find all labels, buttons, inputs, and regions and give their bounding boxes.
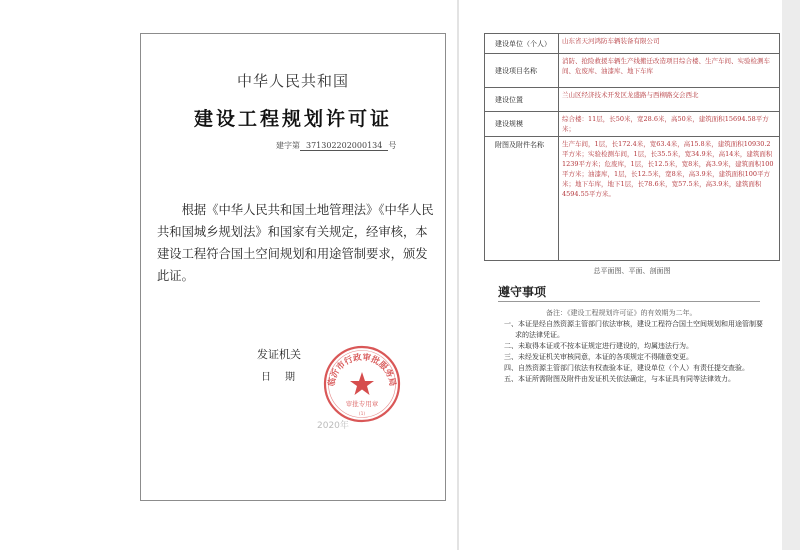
seal-star-icon	[350, 372, 374, 395]
appendix-note: 总平面图、平面、剖面图	[593, 267, 671, 275]
rules-list	[504, 308, 766, 385]
date-value: 2020年	[317, 421, 349, 431]
table-row	[485, 137, 780, 261]
row-value: 山东省天河鸿防车辆装备有限公司	[559, 34, 780, 54]
cert-number: 371302202000134	[300, 141, 388, 151]
page-edge	[782, 0, 800, 550]
seal-small-text: (1)	[358, 412, 366, 417]
country-name: 中华人民共和国	[236, 72, 349, 90]
table-row	[485, 34, 780, 54]
certificate-statement: 根据《中华人民共和国土地管理法》《中华人民共和国城乡规划法》和国家有关规定，经审核，本建设工程符合国土空间规划和用途管制要求，颁发此证。	[157, 203, 434, 283]
certificate-number-line	[276, 140, 396, 151]
seal-ring-text: 临沂市行政审批服务局	[326, 352, 398, 388]
rule-item: 三、未经发证机关审核同意，本证的各项规定不得随意变更。	[504, 353, 693, 361]
table-row	[485, 88, 780, 112]
row-value: 兰山区经济技术开发区龙盛路与西柳路交会西北	[559, 88, 780, 112]
cert-prefix: 建字第	[276, 141, 300, 150]
row-value: 消防、抢险救援车辆生产线搬迁改造项目综合楼、生产车间、实验检测车间、危废库、油漆库、地下车库	[559, 54, 780, 88]
row-key: 建设单位（个人）	[485, 34, 559, 54]
rule-item: 四、自然资源主管部门依法有权查验本证，建设单位（个人）有责任提交查验。	[504, 364, 749, 372]
date-label: 日期	[261, 372, 309, 383]
rules-note: 备注：《建设工程规划许可证》的有效期为二年。	[546, 309, 697, 317]
table-row	[485, 112, 780, 137]
certificate-detail-page	[484, 33, 780, 485]
table-row	[485, 54, 780, 88]
row-key: 建设项目名称	[485, 54, 559, 88]
official-seal	[322, 344, 402, 424]
row-key: 附图及附件名称	[485, 137, 559, 261]
issuer-label: 发证机关	[257, 348, 301, 361]
row-key: 建设规模	[485, 112, 559, 137]
row-value: 生产车间，1层，长172.4米，宽63.4米，高15.8米，建筑面积10930.2平方米；实验检测车间，1层，长35.5米，宽34.9米，高14米，建筑面积1239平方米；危废库，1层，长12.5米，宽8米，高3.9米，建筑面积100平方米；油漆库，1层，长12.5米，宽8米，高3.9米，建筑面积100平方米；地下车库，地下1层，长78.6米，宽57.5米，高3.9米，建筑面积4594.55平方米。	[559, 137, 780, 261]
certificate-title: 建设工程规划许可证	[193, 108, 392, 130]
seal-bottom-text: 审批专用章	[345, 400, 379, 408]
page-fold	[457, 0, 459, 550]
rule-item: 五、本证所需附图及附件由发证机关依法确定，与本证具有同等法律效力。	[504, 375, 735, 383]
rules-divider	[498, 301, 760, 302]
cert-suffix: 号	[388, 141, 397, 150]
rule-item: 一、本证是经自然资源主管部门依法审核，建设工程符合国土空间规划和用途管制要求的法律凭证。	[504, 320, 763, 339]
certificate-cover-page	[140, 33, 446, 501]
rule-item: 二、未取得本证或不按本证规定进行建设的，均属违法行为。	[504, 342, 693, 350]
rules-title: 遵守事项	[498, 285, 547, 299]
project-info-table	[484, 33, 780, 261]
row-value: 综合楼：11层，长50米，宽28.6米，高50米，建筑面积15694.58平方米；	[559, 112, 780, 137]
row-key: 建设位置	[485, 88, 559, 112]
